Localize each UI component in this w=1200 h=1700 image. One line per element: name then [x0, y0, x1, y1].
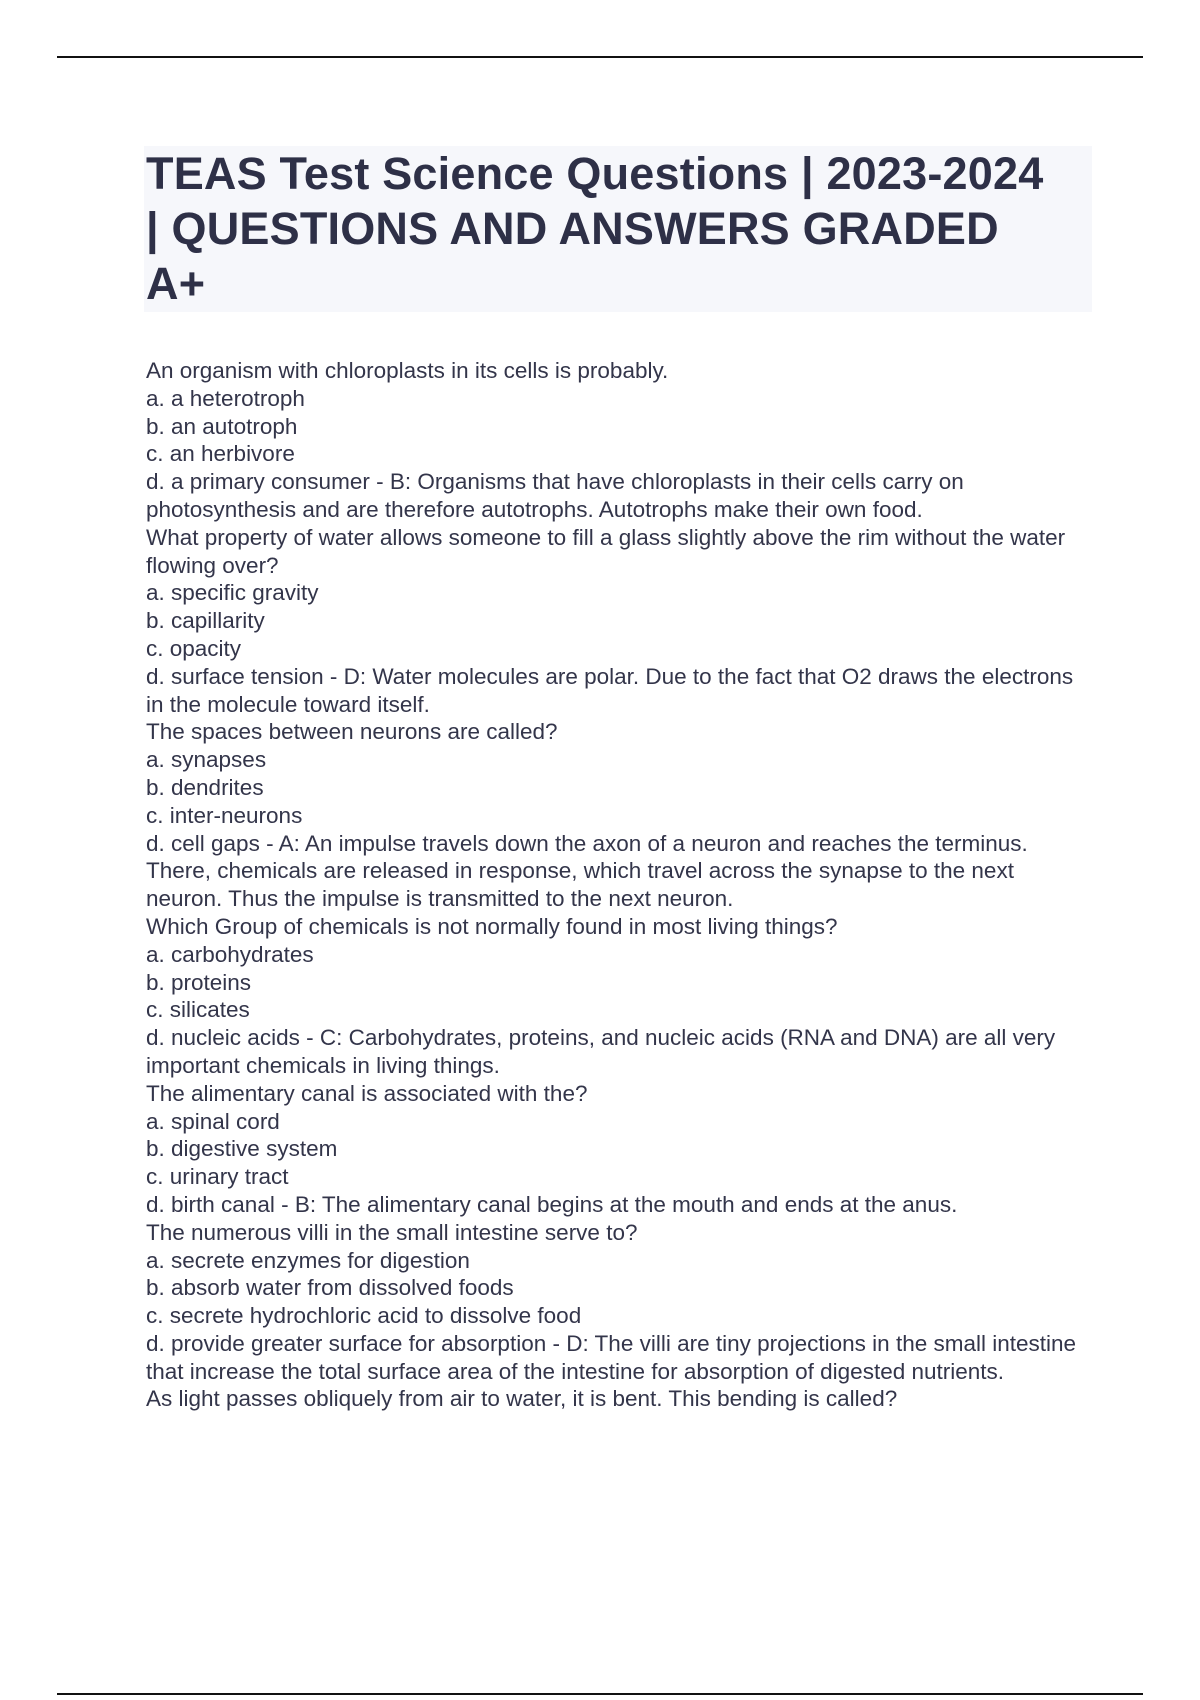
option-c: c. inter-neurons — [146, 802, 303, 828]
option-d-answer: d. birth canal - B: The alimentary canal begins at the mouth and ends at the anus. — [146, 1191, 958, 1217]
option-a: a. carbohydrates — [146, 941, 314, 967]
option-d-answer: d. cell gaps - A: An impulse travels down the axon of a neuron and reaches the terminus. There, chemicals are released in response, which travel across the synapse to the next neuron. Thus the impulse is transmitted to the next neuron. — [146, 830, 1028, 912]
option-c: c. an herbivore — [146, 441, 295, 467]
option-a: a. specific gravity — [146, 580, 319, 606]
page-title: TEAS Test Science Questions | 2023-2024 | QUESTIONS AND ANSWERS GRADED A+ — [146, 148, 1044, 309]
question-text: As light passes obliquely from air to water, it is bent. This bending is called? — [146, 1386, 898, 1412]
option-a: a. spinal cord — [146, 1108, 280, 1134]
question-text: The spaces between neurons are called? — [146, 719, 558, 745]
option-b: b. capillarity — [146, 608, 265, 634]
option-b: b. digestive system — [146, 1136, 338, 1162]
option-b: b. an autotroph — [146, 413, 298, 439]
question-text: Which Group of chemicals is not normally found in most living things? — [146, 913, 838, 939]
option-c: c. secrete hydrochloric acid to dissolve food — [146, 1303, 582, 1329]
option-d-answer: d. a primary consumer - B: Organisms that have chloroplasts in their cells carry on photosynthesis and are therefore autotrophs. Autotrophs make their own food. — [146, 469, 964, 522]
option-a: a. a heterotroph — [146, 385, 305, 411]
question-text: The alimentary canal is associated with the? — [146, 1080, 588, 1106]
option-d-answer: d. surface tension - D: Water molecules are polar. Due to the fact that O2 draws the electrons in the molecule toward itself. — [146, 663, 1074, 717]
option-d-answer: d. nucleic acids - C: Carbohydrates, proteins, and nucleic acids (RNA and DNA) are all very important chemicals in living things. — [146, 1025, 1056, 1078]
option-b: b. dendrites — [146, 774, 264, 800]
option-a: a. synapses — [146, 747, 267, 773]
question-text: What property of water allows someone to fill a glass slightly above the rim without the water flowing over? — [146, 524, 1066, 578]
top-rule — [57, 56, 1143, 58]
question-text: The numerous villi in the small intestine serve to? — [146, 1219, 638, 1245]
bottom-rule — [57, 1693, 1143, 1695]
question-text: An organism with chloroplasts in its cells is probably. — [146, 358, 669, 383]
option-d-answer: d. provide greater surface for absorption - D: The villi are tiny projections in the small intestine that increase the total surface area of the intestine for absorption of digested nutrients. — [146, 1330, 1077, 1384]
option-c: c. urinary tract — [146, 1164, 289, 1190]
qa-content — [146, 357, 1086, 1413]
option-b: b. absorb water from dissolved foods — [146, 1275, 514, 1301]
option-c: c. silicates — [146, 997, 250, 1023]
option-c: c. opacity — [146, 635, 242, 661]
option-a: a. secrete enzymes for digestion — [146, 1247, 470, 1273]
option-b: b. proteins — [146, 969, 252, 995]
